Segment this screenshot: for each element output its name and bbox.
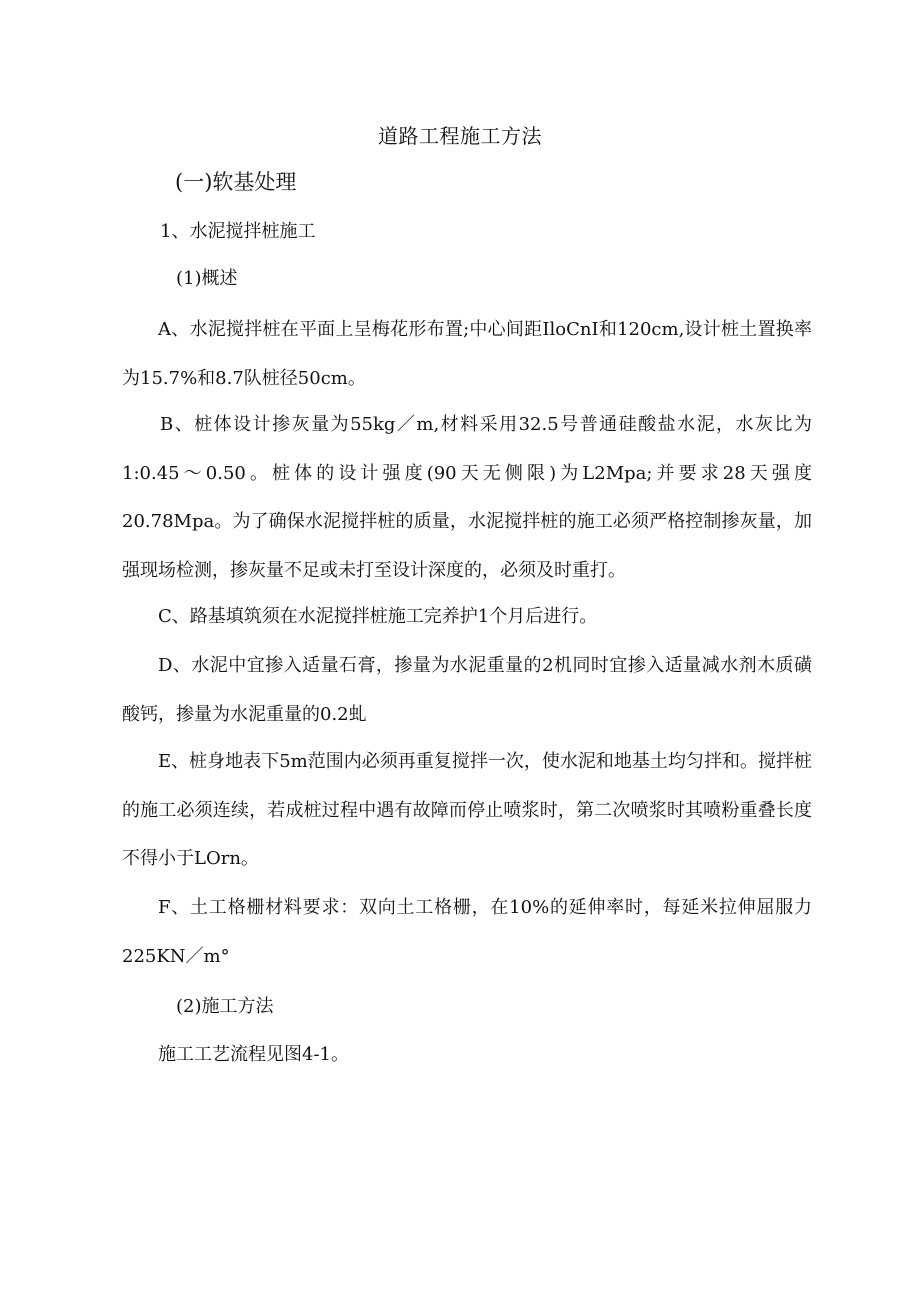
paragraph-c: C、路基填筑须在水泥搅拌桩施工完养护1个月后进行。: [158, 606, 598, 627]
subsection-heading: 1、水泥搅拌桩施工: [160, 221, 316, 242]
paragraph-f: F、土工格栅材料要求：双向土工格栅，在10%的延伸率时，每延米拉伸屈服力225KN／m°: [122, 897, 812, 967]
paragraph-e: E、桩身地表下5m范围内必须再重复搅拌一次，使水泥和地基土均匀拌和。搅拌桩的施工必须连续，若成桩过程中遇有故障而停止喷浆时，第二次喷浆时其喷粉重叠长度不得小于LOrn。: [122, 751, 812, 869]
section-heading: (一)软基处理: [175, 170, 297, 194]
document-title: 道路工程施工方法: [378, 124, 542, 148]
paragraph-a: A、水泥搅拌桩在平面上呈梅花形布置;中心间距IloCnI和120cm,设计桩土置换率为15.7%和8.7队桩径50cm。: [122, 319, 812, 389]
item-heading-overview: (1)概述: [176, 268, 238, 289]
paragraph-b: B、桩体设计掺灰量为55kg／m,材料采用32.5号普通硅酸盐水泥，水灰比为1:0.45～0.50。桩体的设计强度(90天无侧限)为L2Mpa;并要求28天强度20.78Mpa。为了确保水泥搅拌桩的质量，水泥搅拌桩的施工必须严格控制掺灰量，加强现场检测，掺灰量不足或未打至设计深度的，必须及时重打。: [122, 414, 812, 581]
paragraph-flow-reference: 施工工艺流程见图4-1。: [158, 1044, 349, 1065]
item-heading-method: (2)施工方法: [176, 996, 274, 1017]
paragraph-d: D、水泥中宜掺入适量石膏，掺量为水泥重量的2机同时宜掺入适量减水剂木质磺酸钙，掺量为水泥重量的0.2虬: [122, 655, 812, 725]
